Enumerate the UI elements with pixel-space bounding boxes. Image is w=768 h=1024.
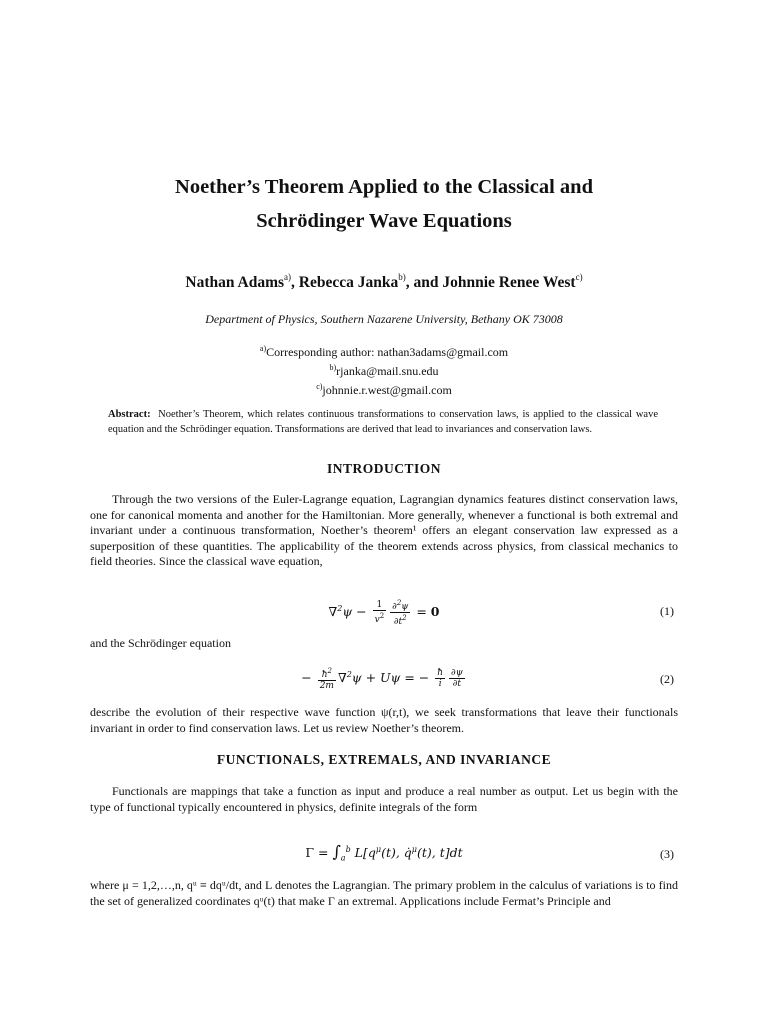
- affiliation: Department of Physics, Southern Nazarene University, Bethany OK 73008: [205, 312, 563, 326]
- equation-3: $\Gamma = \int_a^b$ $L[q^\mu(t)$, q̇$^\mu$(t), t]dt: [305, 842, 463, 863]
- functionals-paragraph-2: where μ = 1,2,…,n, qᵘ ≡ dqᵘ/dt, and L denotes the Lagrangian. The primary problem in the calculus of variations is to find the set of generalized coordinates qᵘ(t) that make Γ an extremal. Applications include Fermat’s Principle and: [90, 878, 678, 908]
- email-text: rjanka@mail.snu.edu: [336, 364, 439, 378]
- author-mark: b): [398, 272, 406, 282]
- author-name: Nathan Adams: [185, 274, 285, 292]
- email-line: [84, 341, 684, 360]
- author-list: [84, 266, 684, 295]
- email-line: [84, 360, 684, 379]
- equation-1-number: (1): [660, 604, 674, 618]
- author-mark: c): [575, 272, 583, 282]
- email-mark: a): [259, 344, 267, 353]
- equation-2: − $\frac{ħ^2}{2m}$ ∇$^2$ψ + Uψ = − $\frac{ħ}{i}$ $\frac{\partial\psi}{\partial t}$: [301, 667, 463, 691]
- title-line-2: Schrödinger Wave Equations: [256, 210, 512, 232]
- abstract-text: Noether’s Theorem, which relates continuous transformations to conservation laws, is applied to the classical wave equation and the Schrödinger equation. Transformations are derived that lead to invariances and conservation laws.: [108, 409, 659, 435]
- intro-paragraph-3: describe the evolution of their respective wave function ψ(r,t), we seek transformations that leave their functionals invariant in order to find conservation laws. Let us review Noether’s theorem.: [90, 705, 678, 735]
- email-mark: c): [316, 382, 323, 391]
- functionals-paragraph-1: Functionals are mappings that take a function as input and produce a real number as output. Let us begin with the type of functional typically encountered in physics, definite integrals of the form: [90, 784, 678, 814]
- title-line-1: Noether’s Theorem Applied to the Classical and: [175, 176, 593, 198]
- intro-paragraph-1: Through the two versions of the Euler-Lagrange equation, Lagrangian dynamics features distinct conservation laws, one for canonical momenta and another for the Hamiltonian. More generally, whenever a functional is both extremal and invariant under a continuous transformation, Noether’s theorem¹ offers an elegant conservation law expressed as a superposition of these quantities. The applicability of the theorem extends across physics, from classical mechanics to field theories. Since the classical wave equation,: [90, 492, 678, 568]
- section-heading-introduction: INTRODUCTION: [326, 461, 441, 476]
- email-line: [84, 379, 684, 398]
- abstract-label: Abstract:: [108, 409, 151, 420]
- email-text: Corresponding author: nathan3adams@gmail.com: [266, 345, 509, 359]
- intro-paragraph-2: and the Schrödinger equation: [90, 636, 231, 650]
- section-heading-functionals: FUNCTIONALS, EXTREMALS, AND INVARIANCE: [216, 752, 552, 767]
- abstract: [108, 407, 658, 437]
- author-name: Rebecca Janka: [298, 274, 399, 292]
- equation-3-number: (3): [660, 847, 674, 861]
- email-text: johnnie.r.west@gmail.com: [322, 383, 452, 397]
- author-name: Johnnie Renee West: [442, 274, 576, 292]
- paper-title: [84, 170, 684, 238]
- email-list: [84, 341, 684, 398]
- equation-1: ∇$^2$ψ − $\frac{1}{v^2}$ $\frac{\partial^2\psi}{\partial t^2}$ = 0: [328, 599, 440, 627]
- author-separator: ,: [291, 274, 299, 292]
- email-mark: b): [329, 363, 337, 372]
- author-separator: , and: [405, 274, 443, 292]
- author-mark: a): [284, 272, 292, 282]
- equation-2-number: (2): [660, 672, 674, 686]
